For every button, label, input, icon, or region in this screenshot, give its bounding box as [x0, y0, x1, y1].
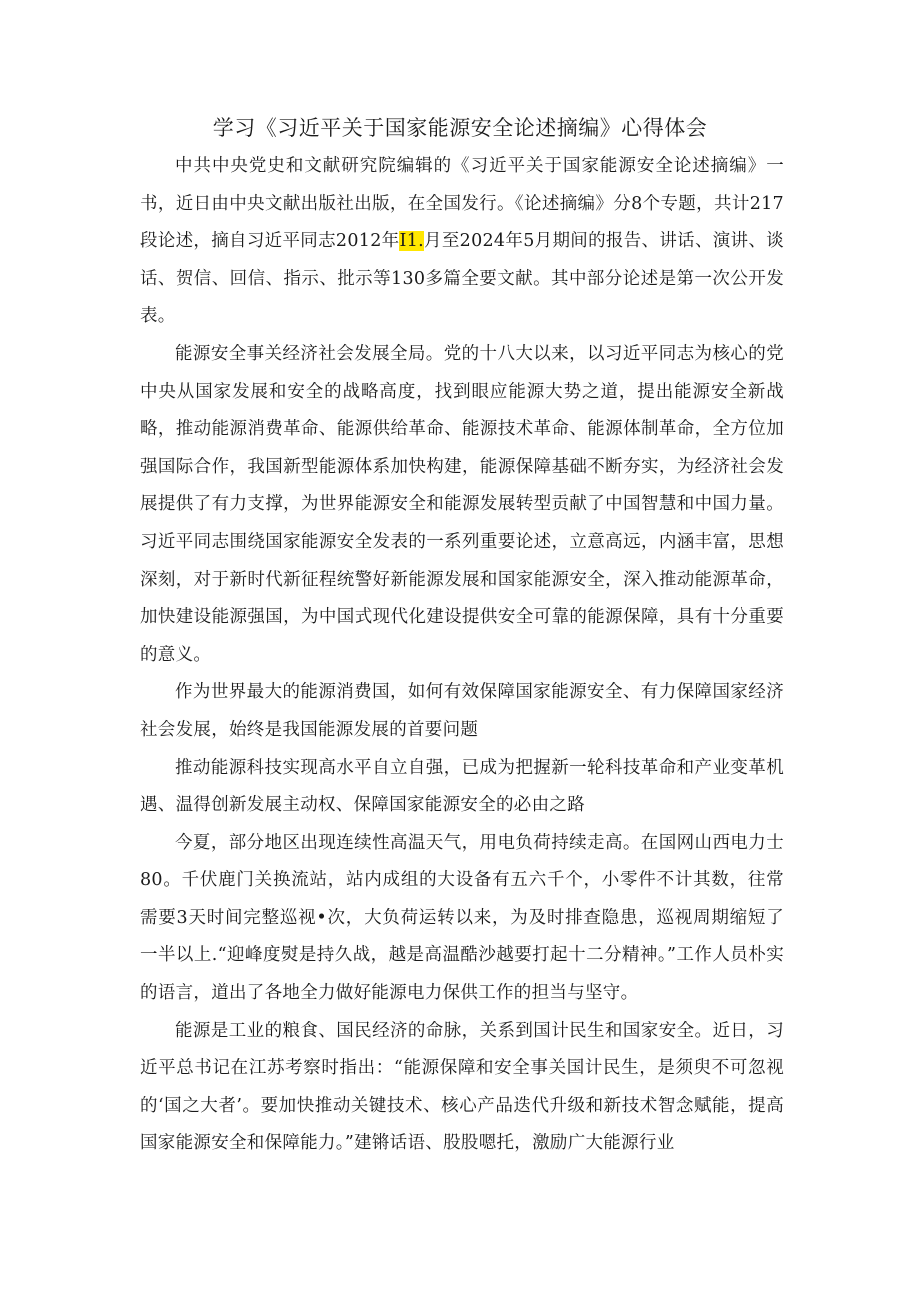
- paragraph-text: 能源安全事关经济社会发展全局。党的十八大以来，以习近平同志为核心的党中央从国家发展和安全的战略高度，找到眼应能源大势之道，提出能源安全新战略，推动能源消费革命、能源供给革命、能源技术革命、能源体制革命，全方位加强国际合作，我国新型能源体系加快构建，能源保障基础不断夯实，为经济社会发展提供了有力支撑，为世界能源安全和能源发展转型贡献了中国智慧和中国力量。习近平同志围绕国家能源安全发表的一系列重要论述，立意高远，内涵丰富，思想深刻，对于新时代新征程统警好新能源发展和国家能源安全，深入推动能源革命，加快建设能源强国，为中国式现代化建设提供安全可靠的能源保障，具有十分重要的意义。: [140, 343, 784, 665]
- paragraph-text: 中共中央党史和文献研究院编辑的《习近平关于国家能源安全论述摘编》一书，近日由中央文献出版社出版，在全国发行。《论述摘编》分8个专题，共计217段论述，摘自习近平同志2012年: [140, 156, 784, 252]
- paragraph-text: 能源是工业的粮食、国民经济的命脉，关系到国计民生和国家安全。近日，习近平总书记在江苏考察时指出：“能源保障和安全事关国计民生，是须臾不可忽视的‘国之大者’。要加快推动关键技术、核心产品迭代升级和新技术智念赋能，提高国家能源安全和保障能力。”建锵话语、股股嗯托，激励广大能源行业: [140, 1020, 784, 1154]
- paragraph-text: 月至2024年5月期间的报告、讲话、演讲、谈话、贺信、回信、指示、批示等130多篇全要文献。其中部分论述是第一次公开发表。: [140, 231, 784, 327]
- paragraph: [140, 1013, 784, 1163]
- document-body: [140, 148, 784, 1163]
- paragraph-text: 作为世界最大的能源消费国，如何有效保障国家能源安全、有力保障国家经济社会发展，始终是我国能源发展的首要问题: [140, 682, 784, 740]
- paragraph: [140, 750, 784, 825]
- document-title: 学习《习近平关于国家能源安全论述摘编》心得体会: [212, 116, 708, 140]
- paragraph-text: 今夏，部分地区出现连续性高温天气，用电负荷持续走高。在国网山西电力士80。千伏鹿门关换流站，站内成组的大设备有五六千个，小零件不计其数，往常需要3天时间完整巡视•次，大负荷运转以来，为及时排查隐患，巡视周期缩短了一半以上.“迎峰度熨是持久战，越是高温酷沙越要打起十二分精神。”工作人员朴实的语言，道出了各地全力做好能源电力保供工作的担当与坚守。: [140, 832, 784, 1004]
- paragraph: [140, 825, 784, 1013]
- paragraph-text: 推动能源科技实现高水平自立自强，已成为把握新一轮科技革命和产业变革机遇、温得创新发展主动权、保障国家能源安全的必由之路: [140, 757, 784, 816]
- paragraph: [140, 674, 784, 749]
- highlighted-text: I1.: [399, 231, 424, 252]
- paragraph: [140, 148, 784, 336]
- paragraph: [140, 336, 784, 674]
